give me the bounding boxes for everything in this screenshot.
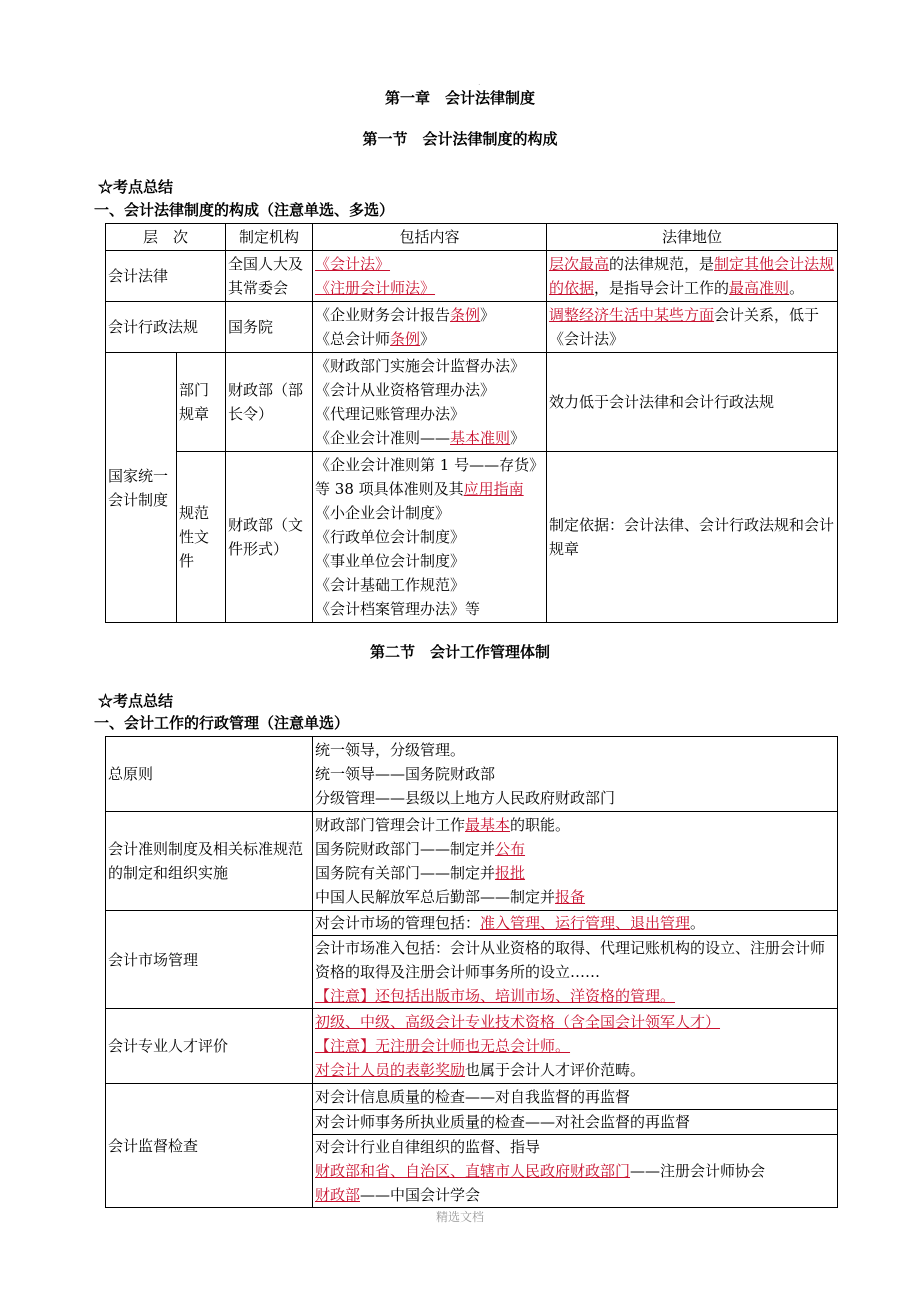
- content-item: [315, 453, 544, 501]
- row-norm-docs-label: 规范性文件: [177, 452, 226, 623]
- content-item: 《行政单位会计制度》: [315, 528, 466, 546]
- content-item: 《会计档案管理办法》等: [315, 600, 481, 618]
- content-highlight: 公布: [495, 840, 526, 858]
- note-prefix: 【注意】: [315, 1037, 376, 1055]
- content-item: 《注册会计师法》: [315, 279, 436, 297]
- content-line: 会计市场准入包括：会计从业资格的取得、代理记账机构的设立、注册会计师资格的取得及注册会计师事务所的设立……: [315, 939, 826, 981]
- footer-text: 精选文档: [435, 1210, 484, 1224]
- status-highlight: 调整经济生活中某些方面: [549, 306, 715, 324]
- row-norm-docs-status: 制定依据：会计法律、会计行政法规和会计规章: [547, 452, 838, 623]
- row-norm-docs-org: 财政部（文件形式）: [226, 452, 313, 623]
- status-text: 的法律规范，是: [609, 255, 715, 273]
- content-text: 中国人民解放军总后勤部——制定并: [315, 888, 556, 906]
- content-line: 对会计信息质量的检查——对自我监督的再监督: [313, 1085, 837, 1110]
- table-row: [106, 452, 838, 623]
- content-text: 。: [690, 914, 706, 932]
- top-dot: .: [478, 78, 481, 87]
- table-row: [106, 911, 838, 1009]
- content-text: 的职能。: [510, 816, 571, 834]
- content-line: [315, 1159, 835, 1183]
- status-highlight: 最高准则: [729, 279, 790, 297]
- content-line-highlight: [315, 1034, 835, 1058]
- content-item: 《代理记账管理办法》: [315, 405, 466, 423]
- header-content: 包括内容: [313, 224, 547, 251]
- admin-management-table: [105, 736, 838, 1208]
- content-text: 》: [510, 429, 526, 447]
- status-highlight: 层次最高: [549, 255, 610, 273]
- content-item: 《事业单位会计制度》: [315, 552, 466, 570]
- row-talent-label: 会计专业人才评价: [106, 1009, 313, 1084]
- content-line: [315, 1183, 835, 1207]
- content-highlight: 准入管理、运行管理、退出管理: [480, 914, 691, 932]
- content-text: 也属于会计人才评价范畴。: [465, 1061, 646, 1079]
- content-text: 《总会计师: [315, 330, 391, 348]
- content-text: 《企业财务会计报告: [315, 306, 451, 324]
- content-highlight: 对会计人员的表彰奖励: [315, 1061, 466, 1079]
- note-text: 无注册会计师也无总会计师。: [375, 1037, 571, 1055]
- content-line: 统一领导——国务院财政部: [315, 765, 496, 783]
- row-regulation-org: 国务院: [226, 302, 313, 353]
- row-law-content: [313, 251, 547, 302]
- row-law-level: 会计法律: [106, 251, 226, 302]
- row-principle-content: [313, 737, 838, 812]
- row-dept-rules-status: 效力低于会计法律和会计行政法规: [547, 353, 838, 452]
- table-row: [106, 812, 838, 911]
- status-text: ，是指导会计工作的: [594, 279, 730, 297]
- content-text: 》: [480, 306, 496, 324]
- content-text: 国务院有关部门——制定并: [315, 864, 496, 882]
- table-row: [106, 251, 838, 302]
- status-text: 会计关系，低于《会计法》: [549, 306, 820, 348]
- section1-subtitle: 一、会计法律制度的构成（注意单选、多选）: [94, 201, 395, 219]
- content-item: 《小企业会计制度》: [315, 504, 451, 522]
- table-header-row: [106, 224, 838, 251]
- content-line: 统一领导，分级管理。: [315, 741, 466, 759]
- content-text: 国务院财政部门——制定并: [315, 840, 496, 858]
- content-highlight: 财政部和省、自治区、直辖市人民政府财政部门: [315, 1161, 631, 1180]
- row-dept-rules-label: 部门规章: [177, 353, 226, 452]
- content-highlight: 报批: [495, 864, 526, 882]
- content-highlight: 最基本: [465, 816, 511, 834]
- content-line: [315, 1058, 835, 1082]
- content-line: [313, 911, 837, 936]
- content-line: [315, 885, 835, 909]
- content-text: 《企业会计准则第 1 号——存货》等 38 项具体准则及其: [315, 456, 537, 498]
- header-org: 制定机构: [226, 224, 313, 251]
- section2-title: 第二节 会计工作管理体制: [369, 643, 550, 661]
- row-national-level: 国家统一会计制度: [106, 353, 177, 623]
- content-line: 对会计师事务所执业质量的检查——对社会监督的再监督: [313, 1110, 837, 1135]
- row-market-content: [313, 911, 838, 1009]
- content-line: [315, 813, 835, 837]
- content-item: [315, 327, 544, 351]
- section2-subtitle: 一、会计工作的行政管理（注意单选）: [94, 714, 350, 732]
- content-item: 《会计法》: [315, 255, 391, 273]
- content-line: [315, 861, 835, 885]
- section2-star-label: ☆考点总结: [98, 692, 174, 710]
- row-dept-rules-org: 财政部（部长令）: [226, 353, 313, 452]
- row-supervision-content: [313, 1084, 838, 1208]
- row-principle-label: 总原则: [106, 737, 313, 812]
- content-highlight: 报备: [555, 888, 586, 906]
- legal-framework-table: [105, 223, 838, 623]
- content-text: 对会计市场的管理包括：: [315, 914, 481, 932]
- row-regulation-content: [313, 302, 547, 353]
- content-text: 财政部门管理会计工作: [315, 816, 466, 834]
- table-row: [106, 1084, 838, 1208]
- row-talent-content: [313, 1009, 838, 1084]
- row-regulation-level: 会计行政法规: [106, 302, 226, 353]
- status-text: 。: [789, 279, 805, 297]
- table-row: [106, 1009, 838, 1084]
- row-law-status: [547, 251, 838, 302]
- table-row: [106, 302, 838, 353]
- chapter-title: 第一章 会计法律制度: [384, 89, 535, 107]
- content-item: [315, 426, 544, 450]
- content-item: 《会计从业资格管理办法》: [315, 381, 496, 399]
- section1-star-label: ☆考点总结: [98, 178, 174, 196]
- content-item: 《财政部门实施会计监督办法》: [315, 357, 526, 375]
- content-text: ——中国会计学会: [360, 1185, 481, 1204]
- content-text: 》: [420, 330, 436, 348]
- row-standards-content: [313, 812, 838, 911]
- content-highlight: 应用指南: [463, 480, 524, 498]
- header-level: 层 次: [106, 224, 226, 251]
- row-law-org: 全国人大及其常委会: [226, 251, 313, 302]
- content-line-highlight: 初级、中级、高级会计专业技术资格（含全国会计领军人才）: [315, 1013, 721, 1031]
- content-line: [315, 837, 835, 861]
- row-regulation-status: [547, 302, 838, 353]
- content-line: 分级管理——县级以上地方人民政府财政部门: [315, 789, 616, 807]
- content-highlight: 财政部: [315, 1185, 361, 1204]
- table-row: [106, 353, 838, 452]
- section1-title: 第一节 会计法律制度的构成: [362, 130, 558, 148]
- row-norm-docs-content: [313, 452, 547, 623]
- table-row: [106, 737, 838, 812]
- header-status: 法律地位: [547, 224, 838, 251]
- row-supervision-label: 会计监督检查: [106, 1084, 313, 1208]
- content-item: 《会计基础工作规范》: [315, 576, 466, 594]
- status-highlight: 制定其他会计法规的依据: [549, 255, 835, 297]
- content-item: [315, 303, 544, 327]
- content-highlight: 基本准则: [450, 429, 511, 447]
- content-text: ——注册会计师协会: [630, 1161, 766, 1180]
- content-line: 对会计行业自律组织的监督、指导: [315, 1137, 541, 1156]
- content-text: 《企业会计准则——: [315, 429, 451, 447]
- content-highlight: 条例: [450, 306, 481, 324]
- row-standards-label: 会计准则制度及相关标准规范的制定和组织实施: [106, 812, 313, 911]
- row-dept-rules-content: [313, 353, 547, 452]
- content-highlight: 条例: [390, 330, 421, 348]
- content-line-highlight: 【注意】还包括出版市场、培训市场、洋资格的管理。: [315, 987, 676, 1005]
- row-market-label: 会计市场管理: [106, 911, 313, 1009]
